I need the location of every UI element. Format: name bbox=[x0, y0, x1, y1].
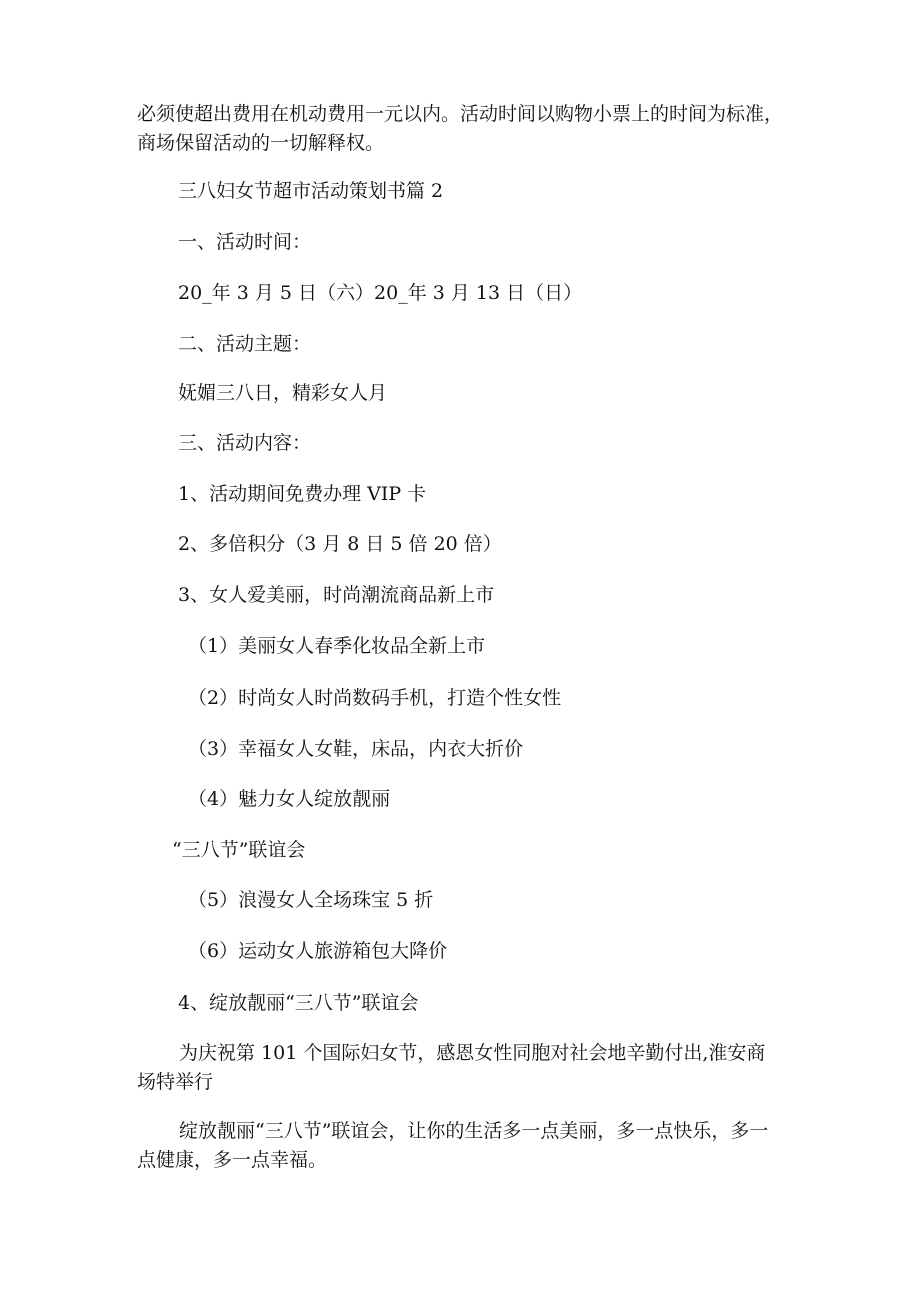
content-item-3: 3、女人爱美丽，时尚潮流商品新上市 bbox=[178, 584, 495, 606]
section-heading-time: 一、活动时间： bbox=[178, 231, 312, 253]
sub-item-1: （1）美丽女人春季化妆品全新上市 bbox=[188, 635, 486, 657]
section-heading-theme: 二、活动主题： bbox=[178, 333, 312, 355]
sub-item-3: （3）幸福女人女鞋，床品，内衣大折价 bbox=[188, 738, 524, 760]
party-paragraph: 绽放靓丽“三八节”联谊会，让你的生活多一点美丽，多一点快乐，多一点健康，多一点幸福。 bbox=[137, 1120, 769, 1171]
sub-item-2: （2）时尚女人时尚数码手机，打造个性女性 bbox=[188, 687, 562, 709]
sub-item-4: （4）魅力女人绽放靓丽 bbox=[188, 788, 391, 810]
article-title: 三八妇女节超市活动策划书篇 2 bbox=[178, 180, 444, 202]
content-item-1: 1、活动期间免费办理 VIP 卡 bbox=[178, 483, 427, 505]
intro-paragraph: 必须使超出费用在机动费用一元以内。活动时间以购物小票上的时间为标准，商场保留活动的一切解释权。 bbox=[137, 103, 784, 154]
party-line: “三八节”联谊会 bbox=[172, 839, 306, 861]
sub-item-6: （6）运动女人旅游箱包大降价 bbox=[188, 940, 448, 962]
activity-theme: 妩媚三八日，精彩女人月 bbox=[178, 382, 388, 404]
section-heading-content: 三、活动内容： bbox=[178, 432, 312, 454]
sub-item-5: （5）浪漫女人全场珠宝 5 折 bbox=[188, 889, 434, 911]
celebration-paragraph: 为庆祝第 101 个国际妇女节，感恩女性同胞对社会地辛勤付出,淮安商场特举行 bbox=[137, 1042, 766, 1093]
content-item-2: 2、多倍积分（3 月 8 日 5 倍 20 倍） bbox=[178, 533, 502, 555]
activity-dates: 20_年 3 月 5 日（六）20_年 3 月 13 日（日） bbox=[178, 282, 583, 304]
content-item-4: 4、绽放靓丽“三八节”联谊会 bbox=[178, 992, 419, 1014]
